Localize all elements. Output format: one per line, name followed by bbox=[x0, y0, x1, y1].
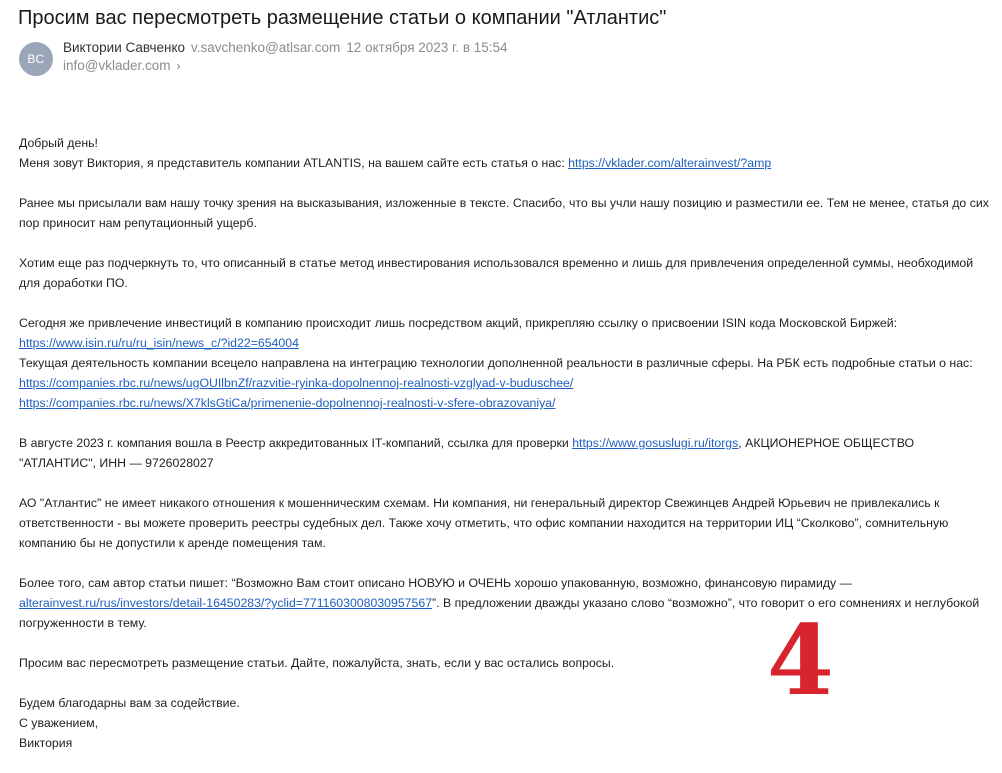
sender-email[interactable]: v.savchenko@atlsar.com bbox=[191, 40, 341, 55]
recipient-line[interactable] bbox=[63, 57, 181, 75]
signature bbox=[19, 693, 991, 753]
gosuslugi-link[interactable]: https://www.gosuslugi.ru/itorgs bbox=[572, 436, 739, 450]
rbc-link-2[interactable]: https://companies.rbc.ru/news/X7klsGtiCa/primenenie-dopolnennoj-realnosti-v-sfere-obrazovaniya/ bbox=[19, 396, 556, 410]
email-date: 12 октября 2023 г. в 15:54 bbox=[346, 40, 508, 55]
sender-avatar[interactable]: ВС bbox=[19, 42, 53, 76]
registry-text: В августе 2023 г. компания вошла в Реестр аккредитованных IT-компаний, ссылка для проверки bbox=[19, 436, 573, 450]
sender-line bbox=[63, 39, 508, 57]
article-link[interactable]: https://vklader.com/alterainvest/?amp bbox=[568, 156, 772, 170]
overlay-number: 4 bbox=[767, 604, 834, 717]
recipient-email[interactable]: info@vklader.com bbox=[63, 58, 171, 73]
intro-text: Меня зовут Виктория, я представитель компании ATLANTIS, на вашем сайте есть статья о нас: bbox=[19, 156, 569, 170]
quote-text-2: ”. В предложении дважды указано слово “возможно”, что говорит о его сомнениях и неглубокой погруженности в тему. bbox=[19, 596, 980, 630]
closing-3: Виктория bbox=[19, 736, 73, 750]
rbc-text: Текущая деятельность компании всецело направлена на интеграцию технологии дополненной реальности в различные сферы. На РБК есть подробные статьи о нас: bbox=[19, 356, 973, 370]
isin-text: Сегодня же привлечение инвестиций в компанию происходит лишь посредством акций, прикрепляю ссылку о присвоении ISIN кода Московской Биржей: bbox=[19, 316, 898, 330]
rbc-link-1[interactable]: https://companies.rbc.ru/news/ugOUIlbnZf/razvitie-ryinka-dopolnennoj-realnosti-vzglyad-v-buduschee/ bbox=[19, 376, 574, 390]
body-paragraph-2: Ранее мы присылали вам нашу точку зрения на высказывания, изложенные в тексте. Спасибо, что вы учли нашу позицию и разместили ее. Тем не менее, статья до сих пор приносит нам репутационный ущерб. bbox=[19, 196, 989, 230]
isin-link[interactable]: https://www.isin.ru/ru/ru_isin/news_c/?id22=654004 bbox=[19, 336, 299, 350]
body-paragraph-7 bbox=[19, 573, 991, 633]
quote-text: Более того, сам автор статьи пишет: “Возможно Вам стоит описано НОВУЮ и ОЧЕНЬ хорошо упакованную, возможно, финансовую пирамиду — bbox=[19, 576, 852, 590]
closing-2: С уважением, bbox=[19, 716, 99, 730]
email-body bbox=[19, 133, 991, 773]
registry-text-2: , АКЦИОНЕРНОЕ ОБЩЕСТВО "АТЛАНТИС", ИНН — 9726028027 bbox=[19, 436, 915, 470]
body-paragraph-4 bbox=[19, 313, 991, 413]
closing-1: Будем благодарны вам за содействие. bbox=[19, 696, 240, 710]
alterainvest-link[interactable]: alterainvest.ru/rus/investors/detail-16450283/?yclid=7711603008030957567 bbox=[19, 596, 433, 610]
body-paragraph-8: Просим вас пересмотреть размещение статьи. Дайте, пожалуйста, знать, если у вас остались вопросы. bbox=[19, 656, 615, 670]
body-paragraph-intro bbox=[19, 133, 991, 173]
chevron-right-icon[interactable]: › bbox=[176, 59, 181, 73]
body-paragraph-6: АО "Атлантис" не имеет никакого отношения к мошенническим схемам. Ни компания, ни генеральный директор Свежинцев Андрей Юрьевич не привлекались к ответственности - вы можете проверить реестры судебных дел. Также хочу отметить, что офис компании находится на территории ИЦ “Сколково”, сомнительную компанию бы не допустили к аренде помещения там. bbox=[19, 496, 949, 550]
email-subject: Просим вас пересмотреть размещение статьи о компании "Атлантис" bbox=[18, 7, 667, 29]
body-paragraph-5 bbox=[19, 433, 991, 473]
greeting: Добрый день! bbox=[19, 136, 98, 150]
body-paragraph-3: Хотим еще раз подчеркнуть то, что описанный в статье метод инвестирования использовался временно и лишь для привлечения определенной суммы, необходимой для доработки ПО. bbox=[19, 256, 974, 290]
sender-name[interactable]: Виктории Савченко bbox=[63, 40, 186, 55]
